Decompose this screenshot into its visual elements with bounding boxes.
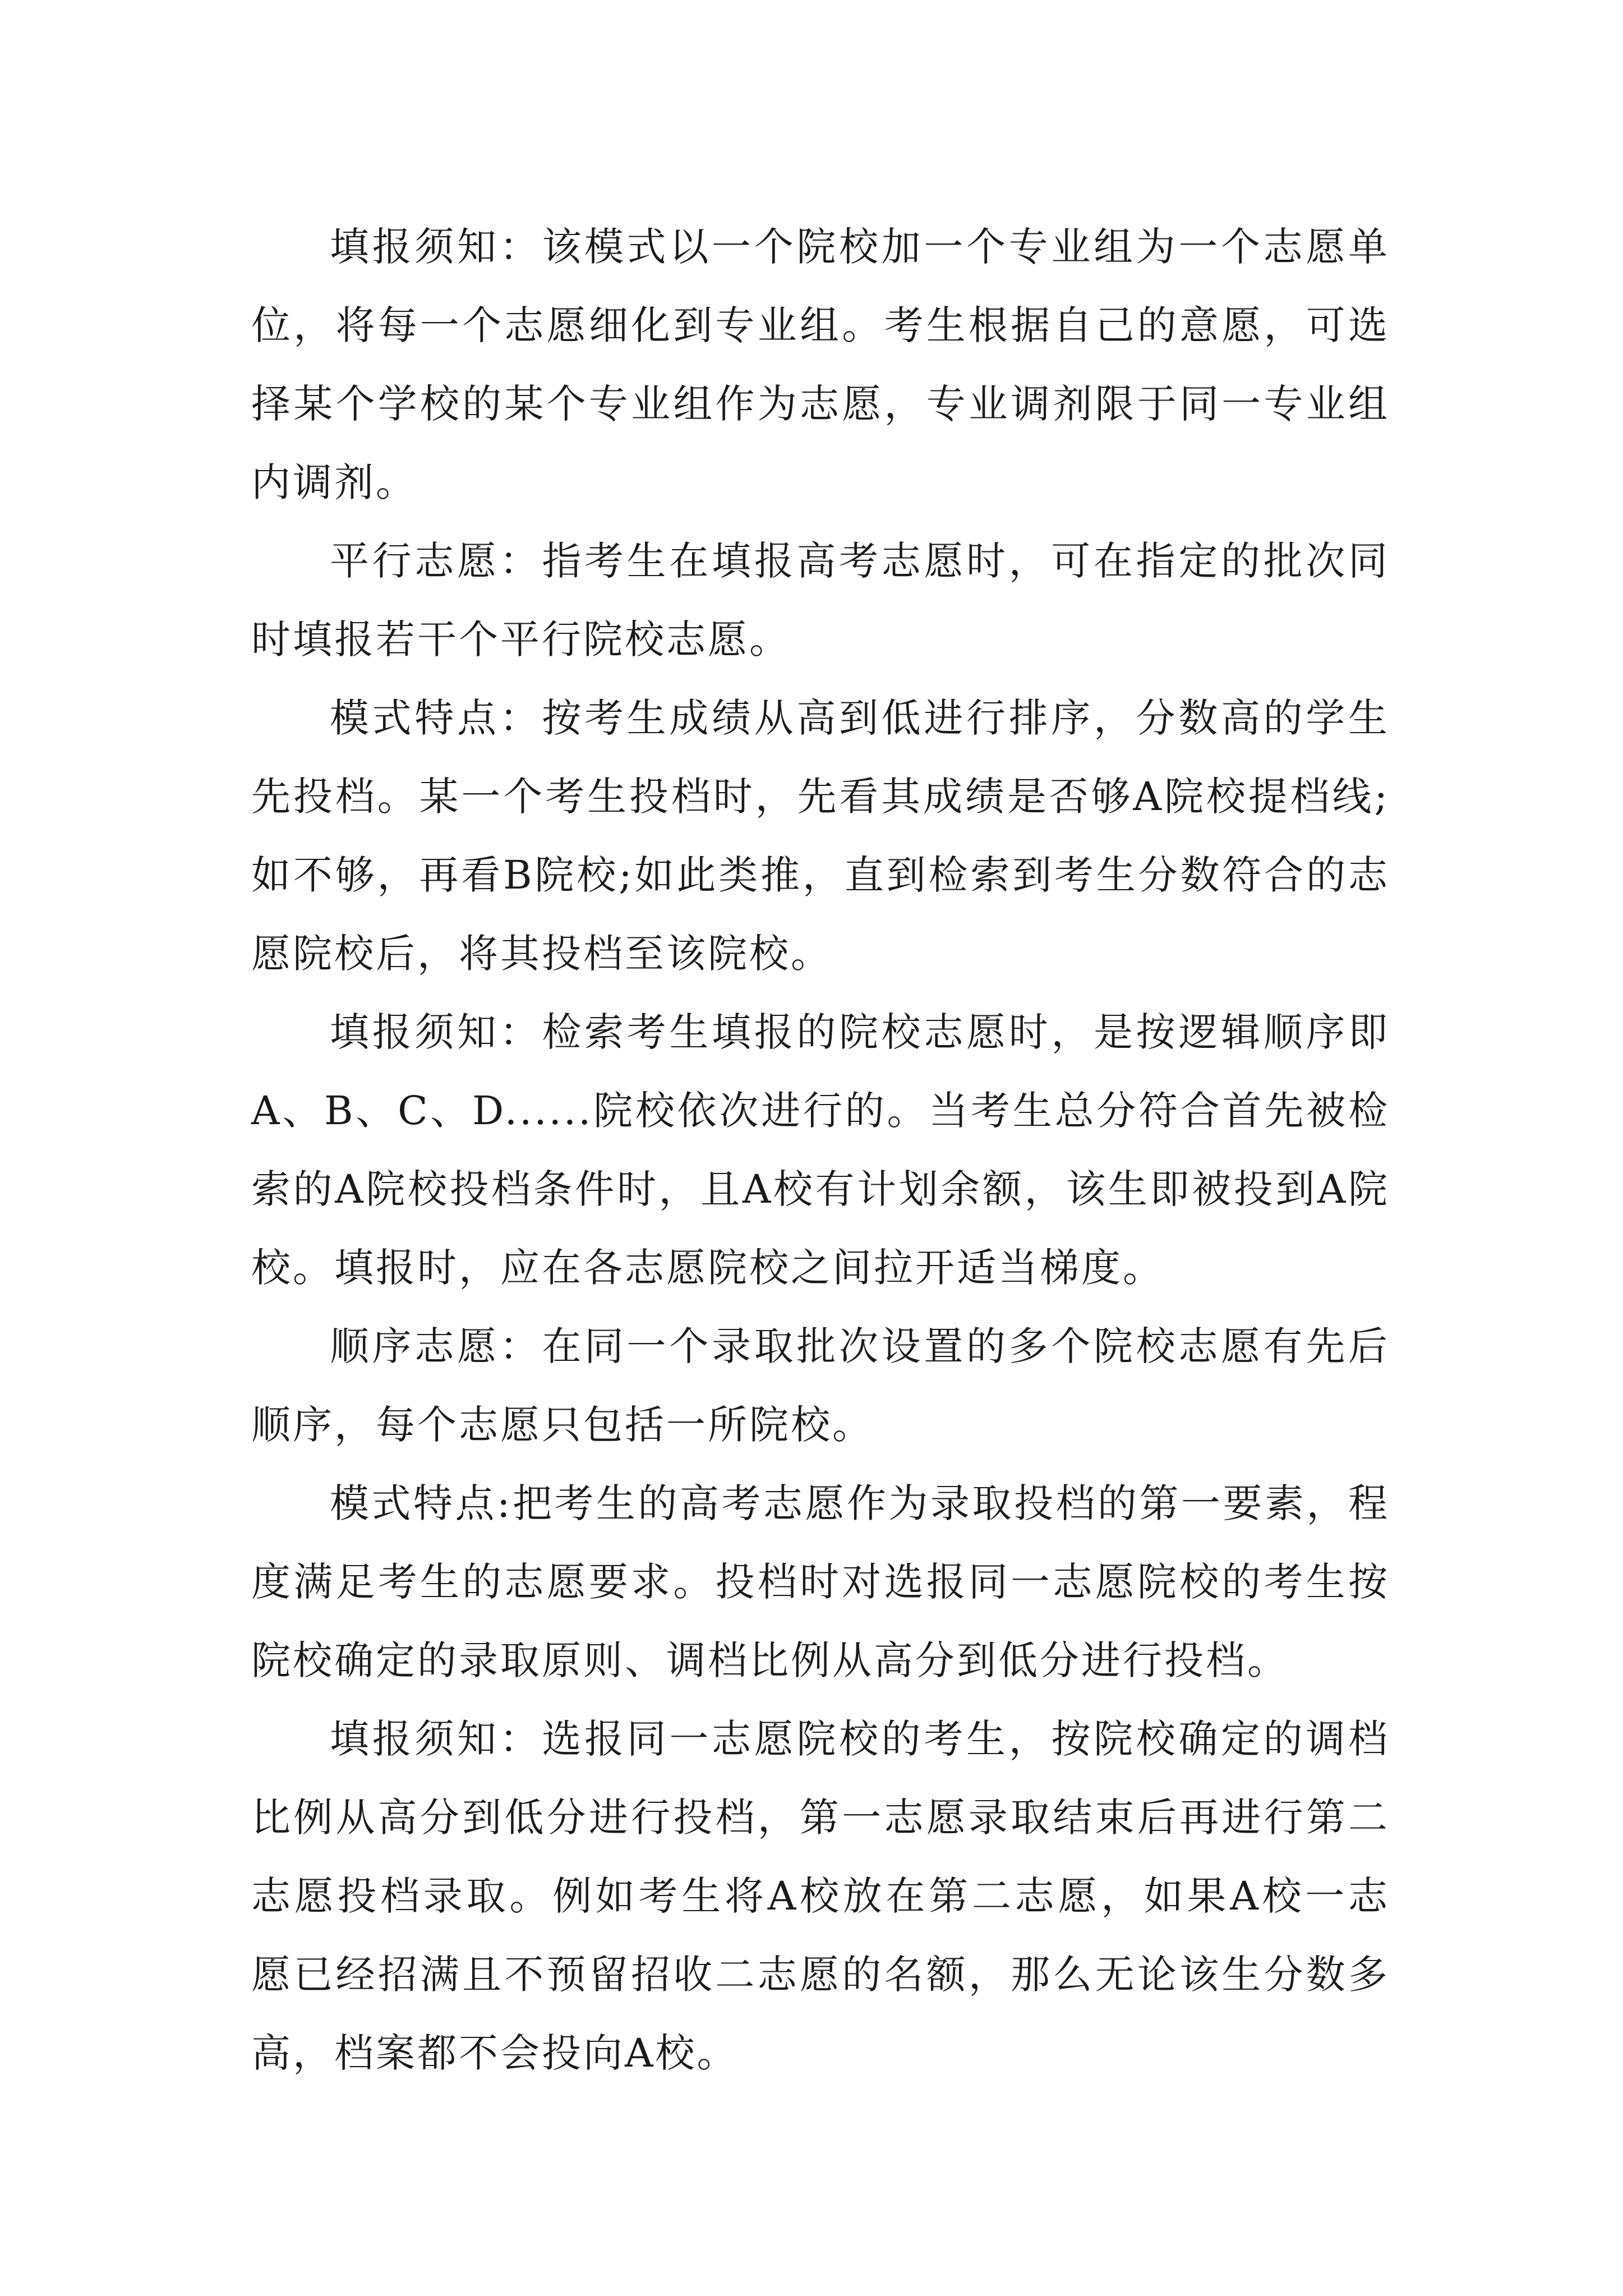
paragraph-6: 模式特点:把考生的高考志愿作为录取投档的第一要素，程度满足考生的志愿要求。投档时对选报同一志愿院校的考生按院校确定的录取原则、调档比例从高分到低分进行投档。 — [251, 1480, 1390, 1683]
paragraph-2: 平行志愿：指考生在填报高考志愿时，可在指定的批次同时填报若干个平行院校志愿。 — [251, 538, 1390, 662]
paragraph-7: 填报须知：选报同一志愿院校的考生，按院校确定的调档比例从高分到低分进行投档，第一志愿录取结束后再进行第二志愿投档录取。例如考生将A校放在第二志愿，如果A校一志愿已经招满且不预留招收二志愿的名额，那么无论该生分数多高，档案都不会投向A校。 — [251, 1716, 1390, 2076]
paragraph-4: 填报须知：检索考生填报的院校志愿时，是按逻辑顺序即A、B、C、D......院校依次进行的。当考生总分符合首先被检索的A院校投档条件时，且A校有计划余额，该生即被投到A院校。填报时，应在各志愿院校之间拉开适当梯度。 — [251, 1009, 1390, 1291]
paragraph-5: 顺序志愿：在同一个录取批次设置的多个院校志愿有先后顺序，每个志愿只包括一所院校。 — [251, 1323, 1390, 1448]
document-page — [251, 208, 1390, 2092]
paragraph-3: 模式特点：按考生成绩从高到低进行排序，分数高的学生先投档。某一个考生投档时，先看其成绩是否够A院校提档线;如不够，再看B院校;如此类推，直到检索到考生分数符合的志愿院校后，将其投档至该院校。 — [251, 695, 1390, 977]
paragraph-1: 填报须知：该模式以一个院校加一个专业组为一个志愿单位，将每一个志愿细化到专业组。考生根据自己的意愿，可选择某个学校的某个专业组作为志愿，专业调剂限于同一专业组内调剂。 — [251, 224, 1390, 505]
